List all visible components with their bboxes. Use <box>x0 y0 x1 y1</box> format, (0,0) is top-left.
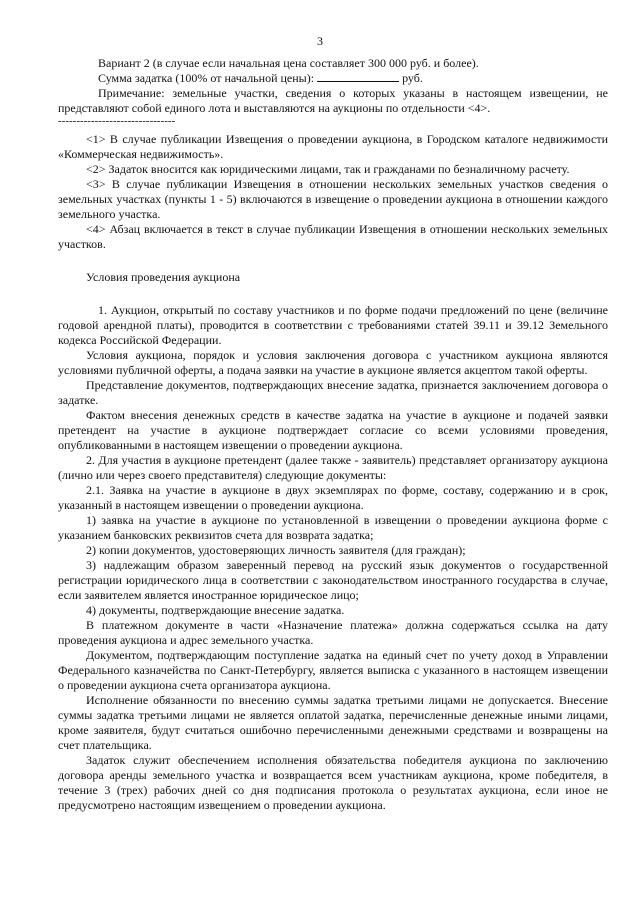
paragraph-9: 3) надлежащим образом заверенный перевод на русский язык документов о государственной регистрации юридического лица в соответствии с законодательством иностранного государства в случае, если заявителем является иностранное юридическое лицо; <box>58 558 608 602</box>
paragraph-10: 4) документы, подтверждающие внесение задатка. <box>86 603 345 617</box>
paragraph-5: 2. Для участия в аукционе претендент (далее также - заявитель) представляет организатору аукциона (лично или через своего представителя) следующие документы: <box>58 453 608 482</box>
paragraph-8: 2) копии документов, удостоверяющих личность заявителя (для граждан); <box>86 543 466 557</box>
variant-line-2 <box>58 71 608 86</box>
paragraph-14: Задаток служит обеспечением исполнения обязательства победителя аукциона по заключению договора аренды земельного участка и возвращается всем участникам аукциона, кроме победителя, в течение 3 (трех) рабочих дней со дня подписания протокола о результатах аукциона, если иное не предусмотрено настоящим извещением о проведении аукциона. <box>58 753 608 812</box>
footnote-1: <1> В случае публикации Извещения о проведении аукциона, в Городском каталоге недвижимости «Коммерческая недвижимость». <box>58 132 608 161</box>
paragraph-7: 1) заявка на участие в аукционе по установленной в извещении о проведении аукциона форме с указанием банковских реквизитов счета для возврата задатка; <box>58 513 608 542</box>
paragraph-2: Условия аукциона, порядок и условия заключения договора с участником аукциона являются условиями публичной оферты, а подача заявки на участие в аукционе является акцептом такой оферты. <box>58 348 608 377</box>
paragraph-6: 2.1. Заявка на участие в аукционе в двух экземплярах по форме, составу, содержанию и в срок, указанный в настоящем извещении о проведении аукциона. <box>58 483 608 512</box>
note-paragraph: Примечание: земельные участки, сведения о которых указаны в настоящем извещении, не представляют собой единого лота и выставляются на аукционы по отдельности <4>. <box>58 86 608 115</box>
paragraph-12: Документом, подтверждающим поступление задатка на единый счет по учету доход в Управлении Федерального казначейства по Санкт-Петербургу, является выписка с указанного в настоящем извещении о проведении аукциона счета организатора аукциона. <box>58 648 608 692</box>
paragraph-11: В платежном документе в части «Назначение платежа» должна содержаться ссылка на дату проведения аукциона и адрес земельного участка. <box>58 618 608 647</box>
deposit-sum-blank <box>317 71 399 82</box>
paragraph-4: Фактом внесения денежных средств в качестве задатка на участие в аукционе и подачей заявки претендент на участие в аукционе подтверждает согласие со всеми условиями проведения, опубликованными в настоящем извещении о проведении аукциона. <box>58 408 608 452</box>
paragraph-1: 1. Аукцион, открытый по составу участников и по форме подачи предложений по цене (величине годовой арендной платы), проводится в соответствии с требованиями статей 39.11 и 39.12 Земельного кодекса Российской Федерации. <box>58 303 608 347</box>
deposit-sum-unit: руб. <box>402 71 423 85</box>
footnote-2: <2> Задаток вносится как юридическими лицами, так и гражданами по безналичному расчету. <box>86 162 570 176</box>
page-number: 3 <box>317 34 323 48</box>
section-title: Условия проведения аукциона <box>86 270 241 284</box>
variant-line-1: Вариант 2 (в случае если начальная цена составляет 300 000 руб. и более). <box>98 56 479 70</box>
footnote-4: <4> Абзац включается в текст в случае публикации Извещения в отношении нескольких земельных участков. <box>58 222 608 251</box>
footnote-separator: -------------------------------- <box>58 116 176 126</box>
paragraph-3: Представление документов, подтверждающих внесение задатка, признается заключением договора о задатке. <box>58 378 608 407</box>
deposit-sum-label: Сумма задатка (100% от начальной цены): <box>98 71 315 85</box>
footnote-3: <3> В случае публикации Извещения в отношении нескольких земельных участков сведения о земельных участках (пункты 1 - 5) включаются в извещение о проведении аукциона в отношении каждого земельного участка. <box>58 177 608 221</box>
document-body <box>58 56 608 813</box>
paragraph-13: Исполнение обязанности по внесению суммы задатка третьими лицами не допускается. Внесение суммы задатка третьими лицами не является оплатой задатка, перечисленные денежные иными лицами, кроме заявителя, будут считаться ошибочно перечисленными денежными средствами и возвращены на счет плательщика. <box>58 693 608 752</box>
